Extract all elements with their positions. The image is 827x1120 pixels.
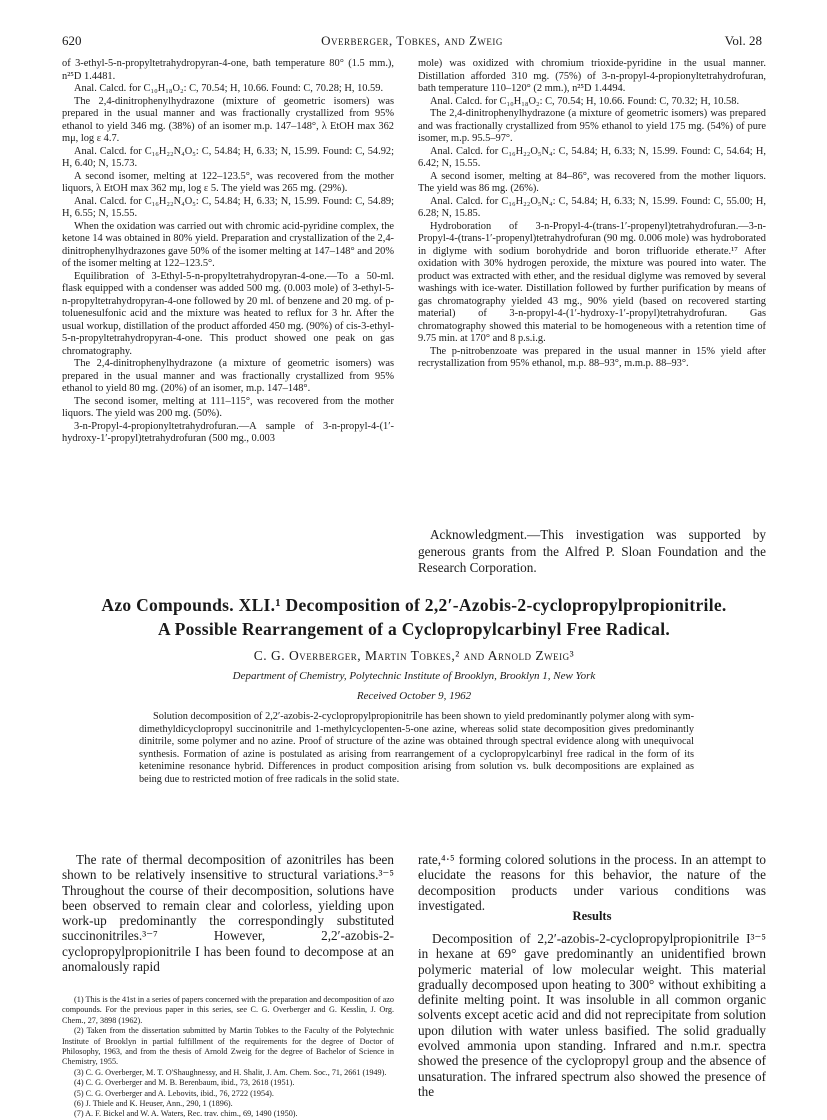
- footnote: (4) C. G. Overberger and M. B. Berenbaum, ibid., 73, 2618 (1951).: [74, 1078, 295, 1088]
- paragraph: The 2,4-dinitrophenylhydrazone (mixture of geometric isomers) was prepared in the usual manner and was fractionally crystallized from 95% ethanol to yield 346 mg. (38%) of an isomer m.p. 147–148°, λ EtOH max 362 mμ, log ε 4.7.: [62, 95, 394, 144]
- paragraph: mole) was oxidized with chromium trioxide-pyridine in the usual manner. Distillation afforded 310 mg. (75%) of 3-n-propyl-4-propionyltetrahydrofuran, bath temperature 110–120° (2 mm.), n²⁵D 1.4494.: [418, 58, 766, 94]
- paragraph: When the oxidation was carried out with chromic acid-pyridine complex, the ketone 14 was obtained in 80% yield. Preparation and crystallization of the 2,4-dinitrophenylhydrazones gave 50% of the isomer melting at 147–148° and 20% of the isomer melting at 122–123.5°.: [62, 220, 394, 269]
- acknowledgment-text: Acknowledgment.—This investigation was supported by generous grants from the Alfred P. Sloan Foundation and the Research Corporation.: [418, 527, 766, 575]
- article-authors: C. G. Overberger, Martin Tobkes,² and Arnold Zweig³: [253, 648, 575, 663]
- footnotes: [62, 995, 394, 1120]
- article-affiliation: Department of Chemistry, Polytechnic Institute of Brooklyn, Brooklyn 1, New York: [232, 670, 596, 682]
- results-paragraph: [418, 931, 766, 1099]
- volume-label: Vol. 28: [724, 33, 762, 48]
- paragraph: Anal. Calcd. for C₁₆H₂₂N₄O₅: C, 54.84; H, 6.33; N, 15.99. Found: C, 54.89; H, 6.55; N, 15.55.: [62, 195, 394, 219]
- results-heading: Results: [572, 909, 612, 923]
- page-header: [62, 33, 762, 49]
- paragraph: The p-nitrobenzoate was prepared in the usual manner in 15% yield after recrystallization from 95% ethanol, m.p. 88–93°, m.m.p. 88–93°.: [418, 345, 766, 369]
- left-column-experimental: [62, 58, 394, 446]
- page-number: 620: [62, 33, 82, 48]
- footnote: (2) Taken from the dissertation submitted by Martin Tobkes to the Faculty of the Polytechnic Institute of Brooklyn in partial fulfillment of the requirements for the degree of Doctor of Philosophy, 1963, and from the thesis of Arnold Zweig for the degree of Bachelor of Science in Chemistry, 1955.: [62, 1026, 394, 1067]
- paragraph: Hydroboration of 3-n-Propyl-4-(trans-1′-propenyl)tetrahydrofuran.—3-n-Propyl-4-(trans-1′-propenyl)tetrahydrofuran (90 mg. 0.006 mole) was hydroborated in diglyme with sodium borohydride and boron trifluoride etherate.¹⁷ After oxidation with 30% hydrogen peroxide, the mixture was poured into water. The product was extracted with ether, and the residual diglyme was removed by several washings with ice-water. Distillation followed by further purification by means of gas chromatography yielded 43 mg., 90% yield (based on recovered starting material) of 3-n-propyl-4-(1′-hydroxy-1′-propyl)tetrahydrofuran. Gas chromatography showed this material to be homogeneous with a retention time of 9.75 min. at 170° and 8 p.s.i.g.: [418, 220, 766, 344]
- paragraph: The 2,4-dinitrophenylhydrazone (a mixture of geometric isomers) was prepared and was fractionally crystallized from 95% ethanol to yield 175 mg. (54%) of pure isomer, m.p. 95.5–97°.: [418, 108, 766, 144]
- footnote: (1) This is the 41st in a series of papers concerned with the preparation and decomposition of azo compounds. For the previous paper in this series, see C. G. Overberger and G. Kesslin, J. Org. Chem., 27, 3898 (1962).: [62, 995, 394, 1025]
- article-title-line1: Azo Compounds. XLI.¹ Decomposition of 2,2′-Azobis-2-cyclopropylpropionitrile.: [101, 595, 727, 615]
- paragraph: The second isomer, melting at 111–115°, was recovered from the mother liquors. The yield was 200 mg. (50%).: [62, 395, 394, 419]
- paragraph: The 2,4-dinitrophenylhydrazone (a mixture of geometric isomers) was prepared in the usual manner and was fractionally crystallized from 95% ethanol to yield 80 mg. (20%) of an isomer, m.p. 147–148°.: [62, 358, 394, 394]
- abstract-text: Solution decomposition of 2,2′-azobis-2-cyclopropylpropionitrile has been shown to yield predominantly polymer along with sym-dimethyldicyclopropyl succinonitrile and 1-methylcyclopenten-5-one azine, whereas solid state decomposition gives predominantly dinitrile, some polymer and no azine. Proof of structure of the azine was obtained through spectral evidence along with unequivocal synthesis. Formation of azine is postulated as arising from rearrangement of a cyclopropylcarbinyl free radical in the form of its ketenimine resonance hybrid. Differences in product composition arising from solution vs. bulk decompositions are explained as being due to restricted motion of free radicals in the solid state.: [139, 711, 694, 785]
- paragraph: 3-n-Propyl-4-propionyltetrahydrofuran.—A sample of 3-n-propyl-4-(1′-hydroxy-1′-propyl)tetrahydrofuran (500 mg., 0.003: [62, 420, 394, 444]
- footnote: (5) C. G. Overberger and A. Lebovits, ibid., 76, 2722 (1954).: [74, 1088, 274, 1098]
- intro-continued: rate,⁴·⁵ forming colored solutions in the process. In an attempt to elucidate the reasons for this behavior, the nature of the decomposition products under various conditions was investigated.: [418, 852, 766, 913]
- paragraph: A second isomer, melting at 84–86°, was recovered from the mother liquors. The yield was 86 mg. (26%).: [418, 170, 766, 194]
- results-text: Decomposition of 2,2′-azobis-2-cyclopropylpropionitrile I³⁻⁵ in hexane at 69° gave predominantly an unidentified brown polymeric material of low molecular weight. This material gradually decomposed upon heating to 300° without exhibiting a definite melting point. It was insoluble in all common organic solvents except acetic acid and did not reprecipitate from solution upon dilution with water unless basified. The solid gradually evolved ammonia upon standing. Infrared and n.m.r. spectra showed the presence of the cyclopropyl group and the absence of unsaturation. The infrared spectrum also showed the presence of the: [418, 931, 766, 1099]
- received-date: Received October 9, 1962: [356, 690, 472, 702]
- footnote: (3) C. G. Overberger, M. T. O'Shaughnessy, and H. Shalit, J. Am. Chem. Soc., 71, 2661 (1949).: [74, 1067, 387, 1077]
- footnote: (6) J. Thiele and K. Heuser, Ann., 290, 1 (1896).: [74, 1099, 233, 1109]
- paragraph: Equilibration of 3-Ethyl-5-n-propyltetrahydropyran-4-one.—To a 50-ml. flask equipped with a condenser was added 500 mg. (0.003 mole) of 3-ethyl-5-n-propyltetrahydropyran-4-one followed by 20 ml. of benzene and 20 mg. of p-toluenesulfonic acid and the mixture was heated to reflux for 3 hr. After the usual workup, distillation of the product afforded 450 mg. (90%) of cis-3-ethyl-5-n-propyltetrahydropyran-4-one. This product showed one peak on gas chromatography.: [62, 270, 394, 357]
- right-column-experimental: [418, 58, 766, 371]
- paragraph: Anal. Calcd. for C₁₀H₁₈O₂: C, 70.54; H, 10.66. Found: C, 70.32; H, 10.58.: [430, 95, 740, 107]
- intro-paragraph: [62, 852, 394, 974]
- footnote: (7) A. F. Bickel and W. A. Waters, Rec. trav. chim., 69, 1490 (1950).: [74, 1109, 298, 1119]
- article-title-line2: A Possible Rearrangement of a Cyclopropylcarbinyl Free Radical.: [157, 619, 671, 639]
- intro-text: The rate of thermal decomposition of azonitriles has been shown to be relatively insensitive to structural variations.³⁻⁵ Throughout the course of their decomposition, solutions have been observed to remain clear and colorless, yielding upon work-up predominantly the correspondingly substituted succinonitriles.³⁻⁷ However, 2,2′-azobis-2-cyclopropylpropionitrile I has been found to decompose at an anomalously rapid: [62, 852, 394, 975]
- paragraph: Anal. Calcd. for C₁₆H₂₂O₅N₄: C, 54.84; H, 6.33; N, 15.99. Found: C, 55.00; H, 6.28; N, 15.85.: [418, 195, 766, 219]
- acknowledgment: [418, 527, 766, 577]
- paragraph: Anal. Calcd. for C₁₆H₂₂N₄O₅: C, 54.84; H, 6.33; N, 15.99. Found: C, 54.92; H, 6.40; N, 15.73.: [62, 145, 394, 169]
- paragraph: Anal. Calcd. for C₁₆H₂₂O₅N₄: C, 54.84; H, 6.33; N, 15.99. Found: C, 54.64; H, 6.42; N, 15.55.: [418, 145, 766, 169]
- paragraph: Anal. Calcd. for C₁₀H₁₈O₂: C, 70.54; H, 10.66. Found: C, 70.28; H, 10.59.: [74, 83, 384, 94]
- paragraph: of 3-ethyl-5-n-propyltetrahydropyran-4-one, bath temperature 80° (1.5 mm.), n²⁵D 1.4481.: [62, 58, 394, 82]
- running-head: Overberger, Tobkes, and Zweig: [321, 33, 503, 48]
- abstract: [139, 711, 694, 786]
- paragraph: A second isomer, melting at 122–123.5°, was recovered from the mother liquors, λ EtOH max 362 mμ, log ε 5. The yield was 265 mg. (29%).: [62, 170, 394, 194]
